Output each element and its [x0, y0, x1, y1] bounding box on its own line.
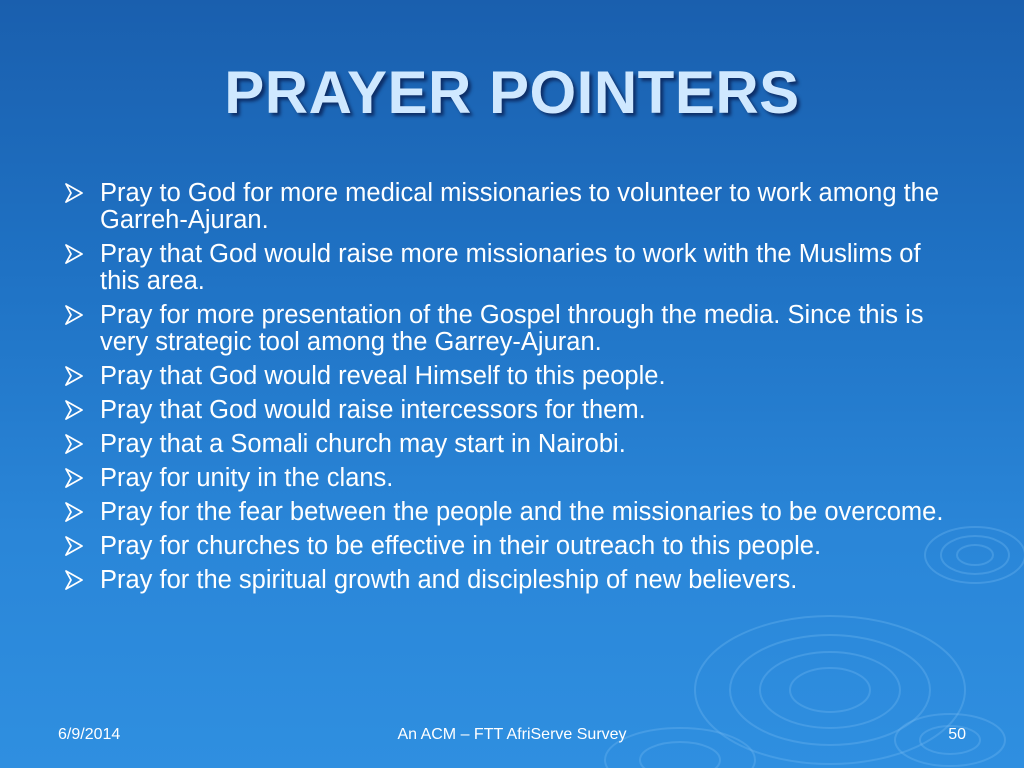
list-item — [60, 363, 960, 390]
list-item — [60, 180, 960, 234]
list-item-text: Pray that God would reveal Himself to this people. — [100, 362, 666, 390]
list-item-text: Pray for unity in the clans. — [100, 464, 394, 492]
footer-page-number: 50 — [948, 726, 966, 743]
list-item-text: Pray for churches to be effective in their outreach to this people. — [100, 532, 822, 560]
list-item — [60, 397, 960, 424]
prayer-pointers-list — [60, 180, 960, 601]
list-item — [60, 567, 960, 594]
footer-title: An ACM – FTT AfriServe Survey — [397, 726, 627, 743]
arrow-bullet-icon — [64, 304, 84, 326]
list-item — [60, 241, 960, 295]
arrow-bullet-icon — [64, 399, 84, 421]
list-item — [60, 431, 960, 458]
list-item — [60, 302, 960, 356]
arrow-bullet-icon — [64, 243, 84, 265]
arrow-bullet-icon — [64, 569, 84, 591]
list-item — [60, 465, 960, 492]
arrow-bullet-icon — [64, 433, 84, 455]
arrow-bullet-icon — [64, 182, 84, 204]
arrow-bullet-icon — [64, 535, 84, 557]
list-item-text: Pray that God would raise more missionaries to work with the Muslims of this area. — [100, 240, 921, 295]
arrow-bullet-icon — [64, 501, 84, 523]
slide-title: PRAYER POINTERS — [224, 59, 800, 126]
list-item-text: Pray for more presentation of the Gospel through the media. Since this is very strategic tool among the Garrey-Ajuran. — [100, 301, 924, 356]
list-item — [60, 533, 960, 560]
list-item-text: Pray for the spiritual growth and discipleship of new believers. — [100, 566, 798, 594]
list-item — [60, 499, 960, 526]
arrow-bullet-icon — [64, 467, 84, 489]
list-item-text: Pray that a Somali church may start in Nairobi. — [100, 430, 626, 458]
list-item-text: Pray that God would raise intercessors for them. — [100, 396, 646, 424]
list-item-text: Pray to God for more medical missionaries to volunteer to work among the Garreh-Ajuran. — [100, 179, 940, 234]
arrow-bullet-icon — [64, 365, 84, 387]
footer-date: 6/9/2014 — [58, 726, 121, 743]
list-item-text: Pray for the fear between the people and the missionaries to be overcome. — [100, 498, 944, 526]
